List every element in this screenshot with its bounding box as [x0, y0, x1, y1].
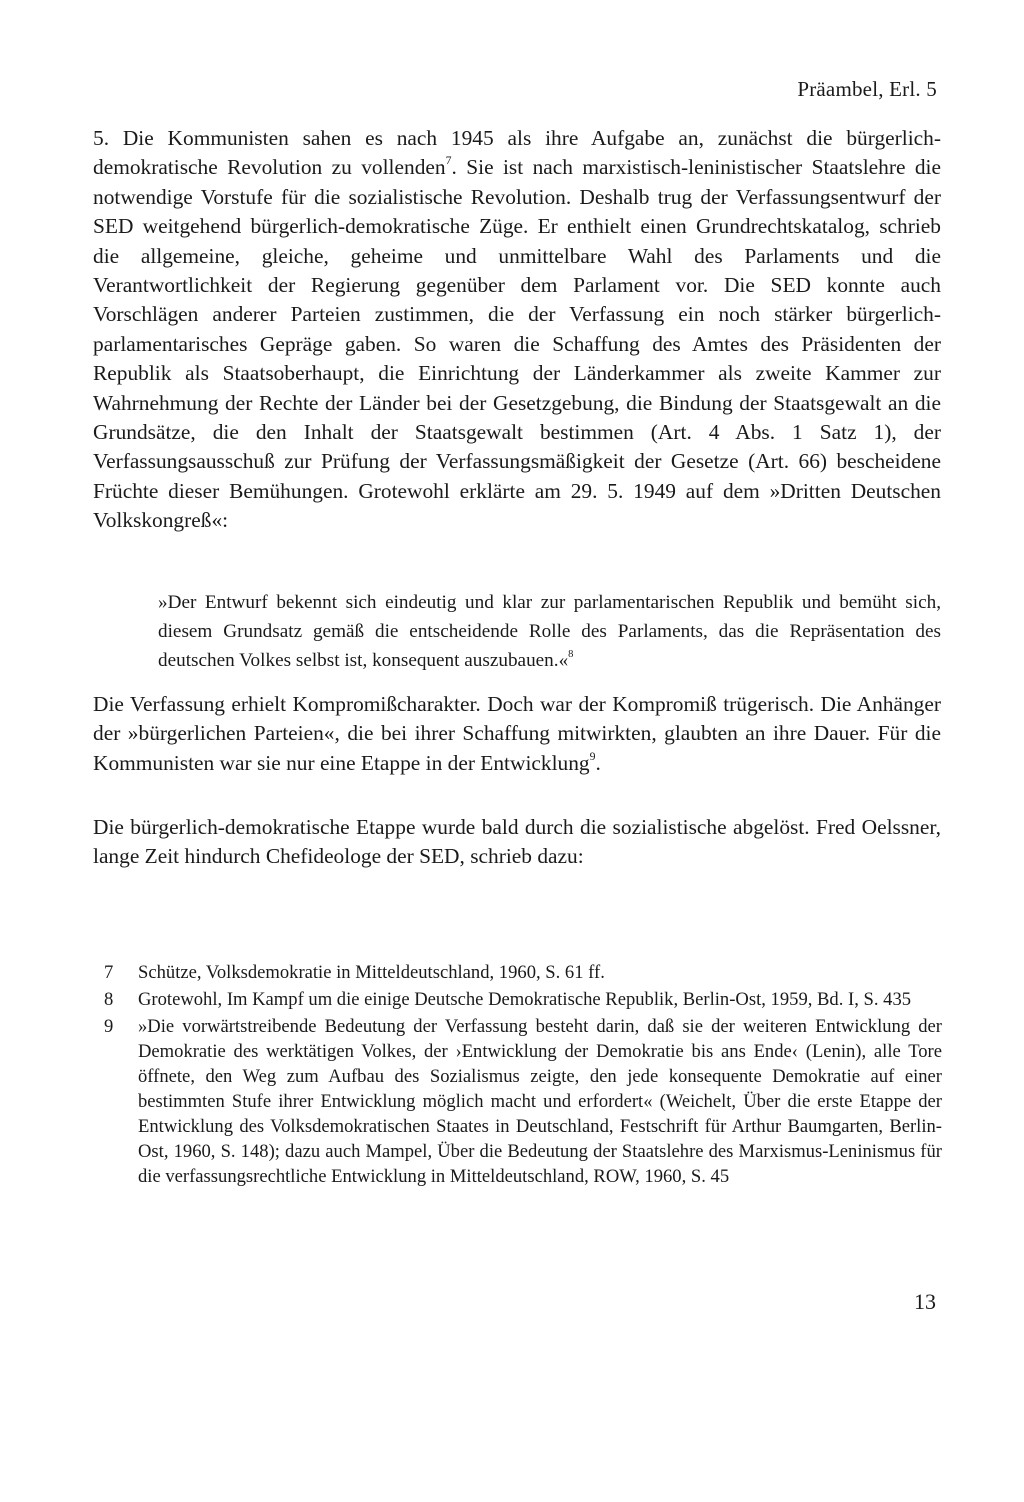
block-quote [158, 588, 941, 675]
paragraph-5 [93, 124, 941, 536]
footnote-7 [104, 960, 942, 985]
paragraph-compromise-text-a: Die Verfassung erhielt Kompromißcharakter. Doch war der Kompromiß trügerisch. Die Anhänger der »bürgerlichen Parteien«, die bei ihrer Schaffung mitwirkten, glaubten an ihre Dauer. Für die Kommunisten war sie nur eine Etappe in der Entwicklung [93, 692, 941, 775]
block-quote-text: »Der Entwurf bekennt sich eindeutig und klar zur parlamentarischen Republik und bemüht sich, diesem Grundsatz gemäß die entscheidende Rolle des Parlaments, das die Repräsentation des deutschen Volkes selbst ist, konsequent auszubauen.« [158, 592, 941, 671]
footnote-8 [104, 987, 942, 1012]
footnote-text: Schütze, Volksdemokratie in Mitteldeutschland, 1960, S. 61 ff. [138, 962, 605, 983]
footnote-number: 9 [104, 1016, 114, 1037]
footnote-ref-8: 8 [568, 649, 574, 661]
paragraph-5-text-a: 5. Die Kommunisten sahen es nach 1945 als ihre Aufgabe an, zunächst die bürgerlich-demokratische Revolution zu vollenden [93, 126, 941, 180]
footnotes [104, 960, 942, 1191]
footnote-ref-7: 7 [445, 154, 452, 168]
footnote-text: »Die vorwärtstreibende Bedeutung der Verfassung besteht darin, daß sie der weiteren Entwicklung der Demokratie des werktätigen Volkes, der ›Entwicklung der Demokratie bis ans Ende‹ (Lenin), alle Tore öffnete, den Weg zum Aufbau des Sozialismus zeigte, den jede konsequente Demokratie auf einer bestimmten Stufe ihrer Entwicklung möglich macht und erfordert« (Weichelt, Über die erste Etappe der Entwicklung des Volksdemokratischen Staates in Deutschland, Festschrift für Arthur Baumgarten, Berlin-Ost, 1960, S. 148); dazu auch Mampel, Über die Bedeutung der Staatslehre des Marxismus-Leninismus für die verfassungsrechtliche Entwicklung in Mitteldeutschland, ROW, 1960, S. 45 [138, 1016, 942, 1187]
footnote-text: Grotewohl, Im Kampf um die einige Deutsche Demokratische Republik, Berlin-Ost, 1959, Bd. I, S. 435 [138, 989, 912, 1010]
footnote-number: 7 [104, 962, 114, 983]
paragraph-compromise-text-b: . [595, 750, 601, 775]
paragraph-compromise [93, 690, 941, 778]
paragraph-5-text-b: . Sie ist nach marxistisch-leninistischer Staatslehre die notwendige Vorstufe für die sozialistische Revolution. Deshalb trug der Verfassungsentwurf der SED weitgehend bürgerlich-demokratische Züge. Er enthielt einen Grundrechtskatalog, schrieb die allgemeine, gleiche, geheime und unmittelbare Wahl des Parlaments und die Verantwortlichkeit der Regierung gegenüber dem Parlament vor. Die SED konnte auch Vorschlägen anderer Parteien zustimmen, die der Verfassung ein noch stärker bürgerlich-parlamentarisches Gepräge gaben. So waren die Schaffung des Amtes des Präsidenten der Republik als Staatsoberhaupt, die Einrichtung der Länderkammer als zweite Kammer zur Wahrnehmung der Rechte der Länder bei der Gesetzgebung, die Bindung der Staatsgewalt an die Grundsätze, die den Inhalt der Staatsgewalt bestimmen (Art. 4 Abs. 1 Satz 1), der Verfassungsausschuß zur Prüfung der Verfassungsmäßigkeit der Gesetze (Art. 66) bescheidene Früchte dieser Bemühungen. Grotewohl erklärte am 29. 5. 1949 auf dem »Dritten Deutschen Volkskongreß«: [93, 155, 941, 533]
page-number: 13 [914, 1289, 936, 1314]
running-head: Präambel, Erl. 5 [797, 77, 937, 101]
footnote-ref-9: 9 [589, 749, 596, 763]
paragraph-oelssner: Die bürgerlich-demokratische Etappe wurde bald durch die sozialistische abgelöst. Fred Oelssner, lange Zeit hindurch Chefideologe der SED, schrieb dazu: [93, 815, 941, 869]
footnote-number: 8 [104, 989, 114, 1010]
footnote-9 [104, 1014, 942, 1189]
